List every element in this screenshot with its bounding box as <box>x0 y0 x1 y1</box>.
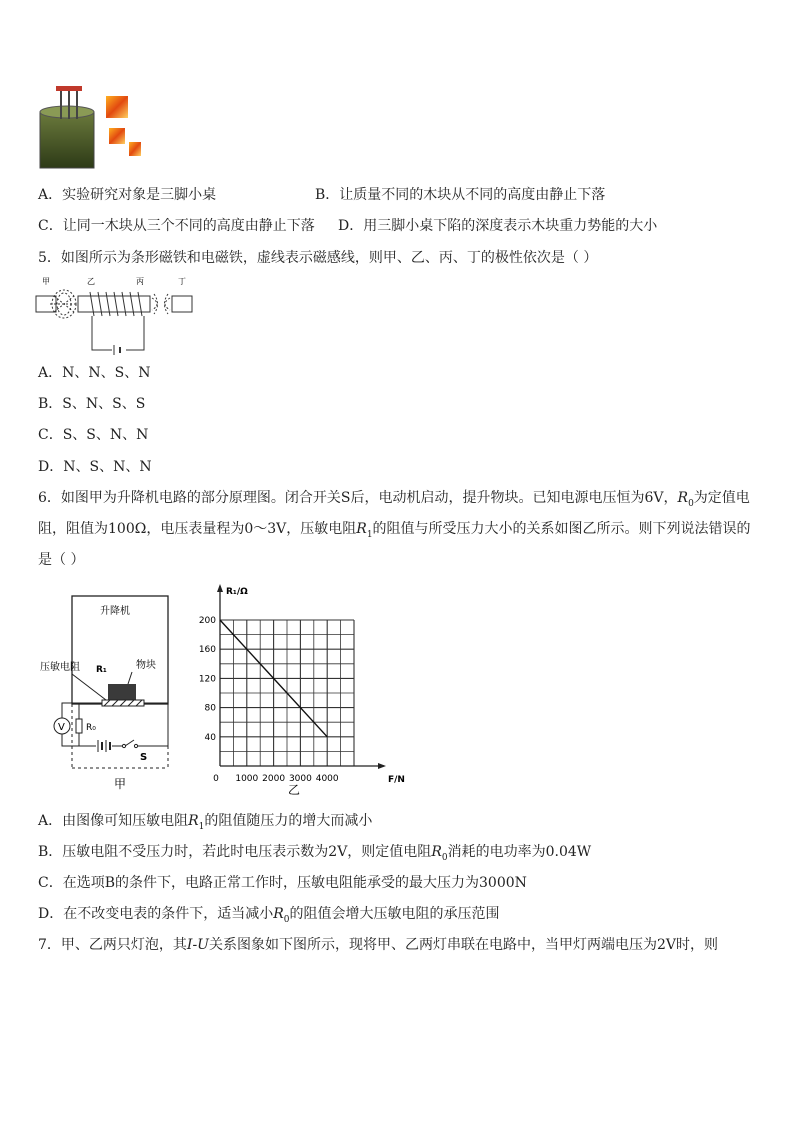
q6-option-b: B．压敏电阻不受压力时，若此时电压表示数为2V，则定值电阻$R_0$消耗的电功率为0.04W <box>38 844 592 863</box>
q5-option-b: B．S、N、S、S <box>38 396 146 412</box>
block-label: 物块 <box>136 660 156 671</box>
q4-option-d: D．用三脚小桌下陷的深度表示木块重力势能的大小 <box>338 218 658 234</box>
label-jia: 甲 <box>42 277 50 286</box>
x-axis-label: F/N <box>388 775 405 785</box>
x-tick-label: 2000 <box>262 774 286 784</box>
r0-label: R₀ <box>86 723 96 733</box>
x-tick-label: 3000 <box>288 774 312 784</box>
q6-stem-line1: 6．如图甲为升降机电路的部分原理图。闭合开关S后，电动机启动，提升物块。已知电源电压恒为6V，$R_0$为定值电 <box>38 490 750 509</box>
origin-label: 0 <box>213 774 219 784</box>
switch-label: S <box>140 752 148 763</box>
q4-option-b: B．让质量不同的木块从不同的高度由静止下落 <box>315 187 606 203</box>
q6-option-d: D．在不改变电表的条件下，适当减小$R_0$的阻值会增大压敏电阻的承压范围 <box>38 906 500 925</box>
r1-force-chart <box>196 580 405 797</box>
q5-option-c: C．S、S、N、N <box>38 427 149 443</box>
q5-option-a: A．N、N、S、N <box>38 365 151 381</box>
q6-option-a: A．由图像可知压敏电阻$R_1$的阻值随压力的增大而减小 <box>38 813 373 832</box>
label-ding: 丁 <box>178 277 186 286</box>
y-tick-label: 120 <box>198 674 216 685</box>
y-tick-label: 40 <box>204 732 216 743</box>
y-axis-arrow <box>217 584 223 592</box>
q6-stem-line3: 是（ ） <box>38 552 85 568</box>
tripod-table-figure <box>36 84 148 172</box>
label-yi: 乙 <box>87 277 95 286</box>
sensor-label: 压敏电阻 <box>40 662 80 673</box>
q7-stem: 7．甲、乙两只灯泡，其I-U关系图象如下图所示，现将甲、乙两灯串联在电路中，当甲灯两端电压为2V时，则 <box>38 937 718 953</box>
x-tick-label: 4000 <box>315 774 339 784</box>
voltmeter-symbol: V <box>58 722 65 733</box>
q5-stem: 5．如图所示为条形磁铁和电磁铁，虚线表示磁感线，则甲、乙、丙、丁的极性依次是（ ） <box>38 250 598 266</box>
magnet-figure <box>36 274 196 356</box>
figure-jia-caption: 甲 <box>114 777 127 791</box>
q6-option-c: C．在选项B的条件下，电路正常工作时，压敏电阻能承受的最大压力为3000N <box>38 875 527 891</box>
elevator-label: 升降机 <box>100 606 130 617</box>
q6-stem-line2: 阻，阻值为100Ω，电压表量程为0～3V，压敏电阻$R_1$的阻值与所受压力大小的关系如图乙所示。则下列说法错误的 <box>38 521 751 540</box>
y-tick-label: 160 <box>198 645 216 656</box>
elevator-circuit-figure <box>36 592 186 792</box>
label-bing: 丙 <box>136 277 144 286</box>
r1-label: R₁ <box>96 665 107 675</box>
y-tick-label: 80 <box>204 703 216 714</box>
y-axis-label: R₁/Ω <box>226 587 248 597</box>
x-axis-arrow <box>378 763 386 769</box>
q4-option-c: C．让同一木块从三个不同的高度由静止下落 <box>38 218 315 234</box>
figure-yi-caption: 乙 <box>288 783 301 797</box>
x-tick-label: 1000 <box>235 774 259 784</box>
y-tick-label: 200 <box>198 616 216 626</box>
q4-option-a: A．实验研究对象是三脚小桌 <box>38 187 217 203</box>
q5-option-d: D．N、S、N、N <box>38 459 152 475</box>
